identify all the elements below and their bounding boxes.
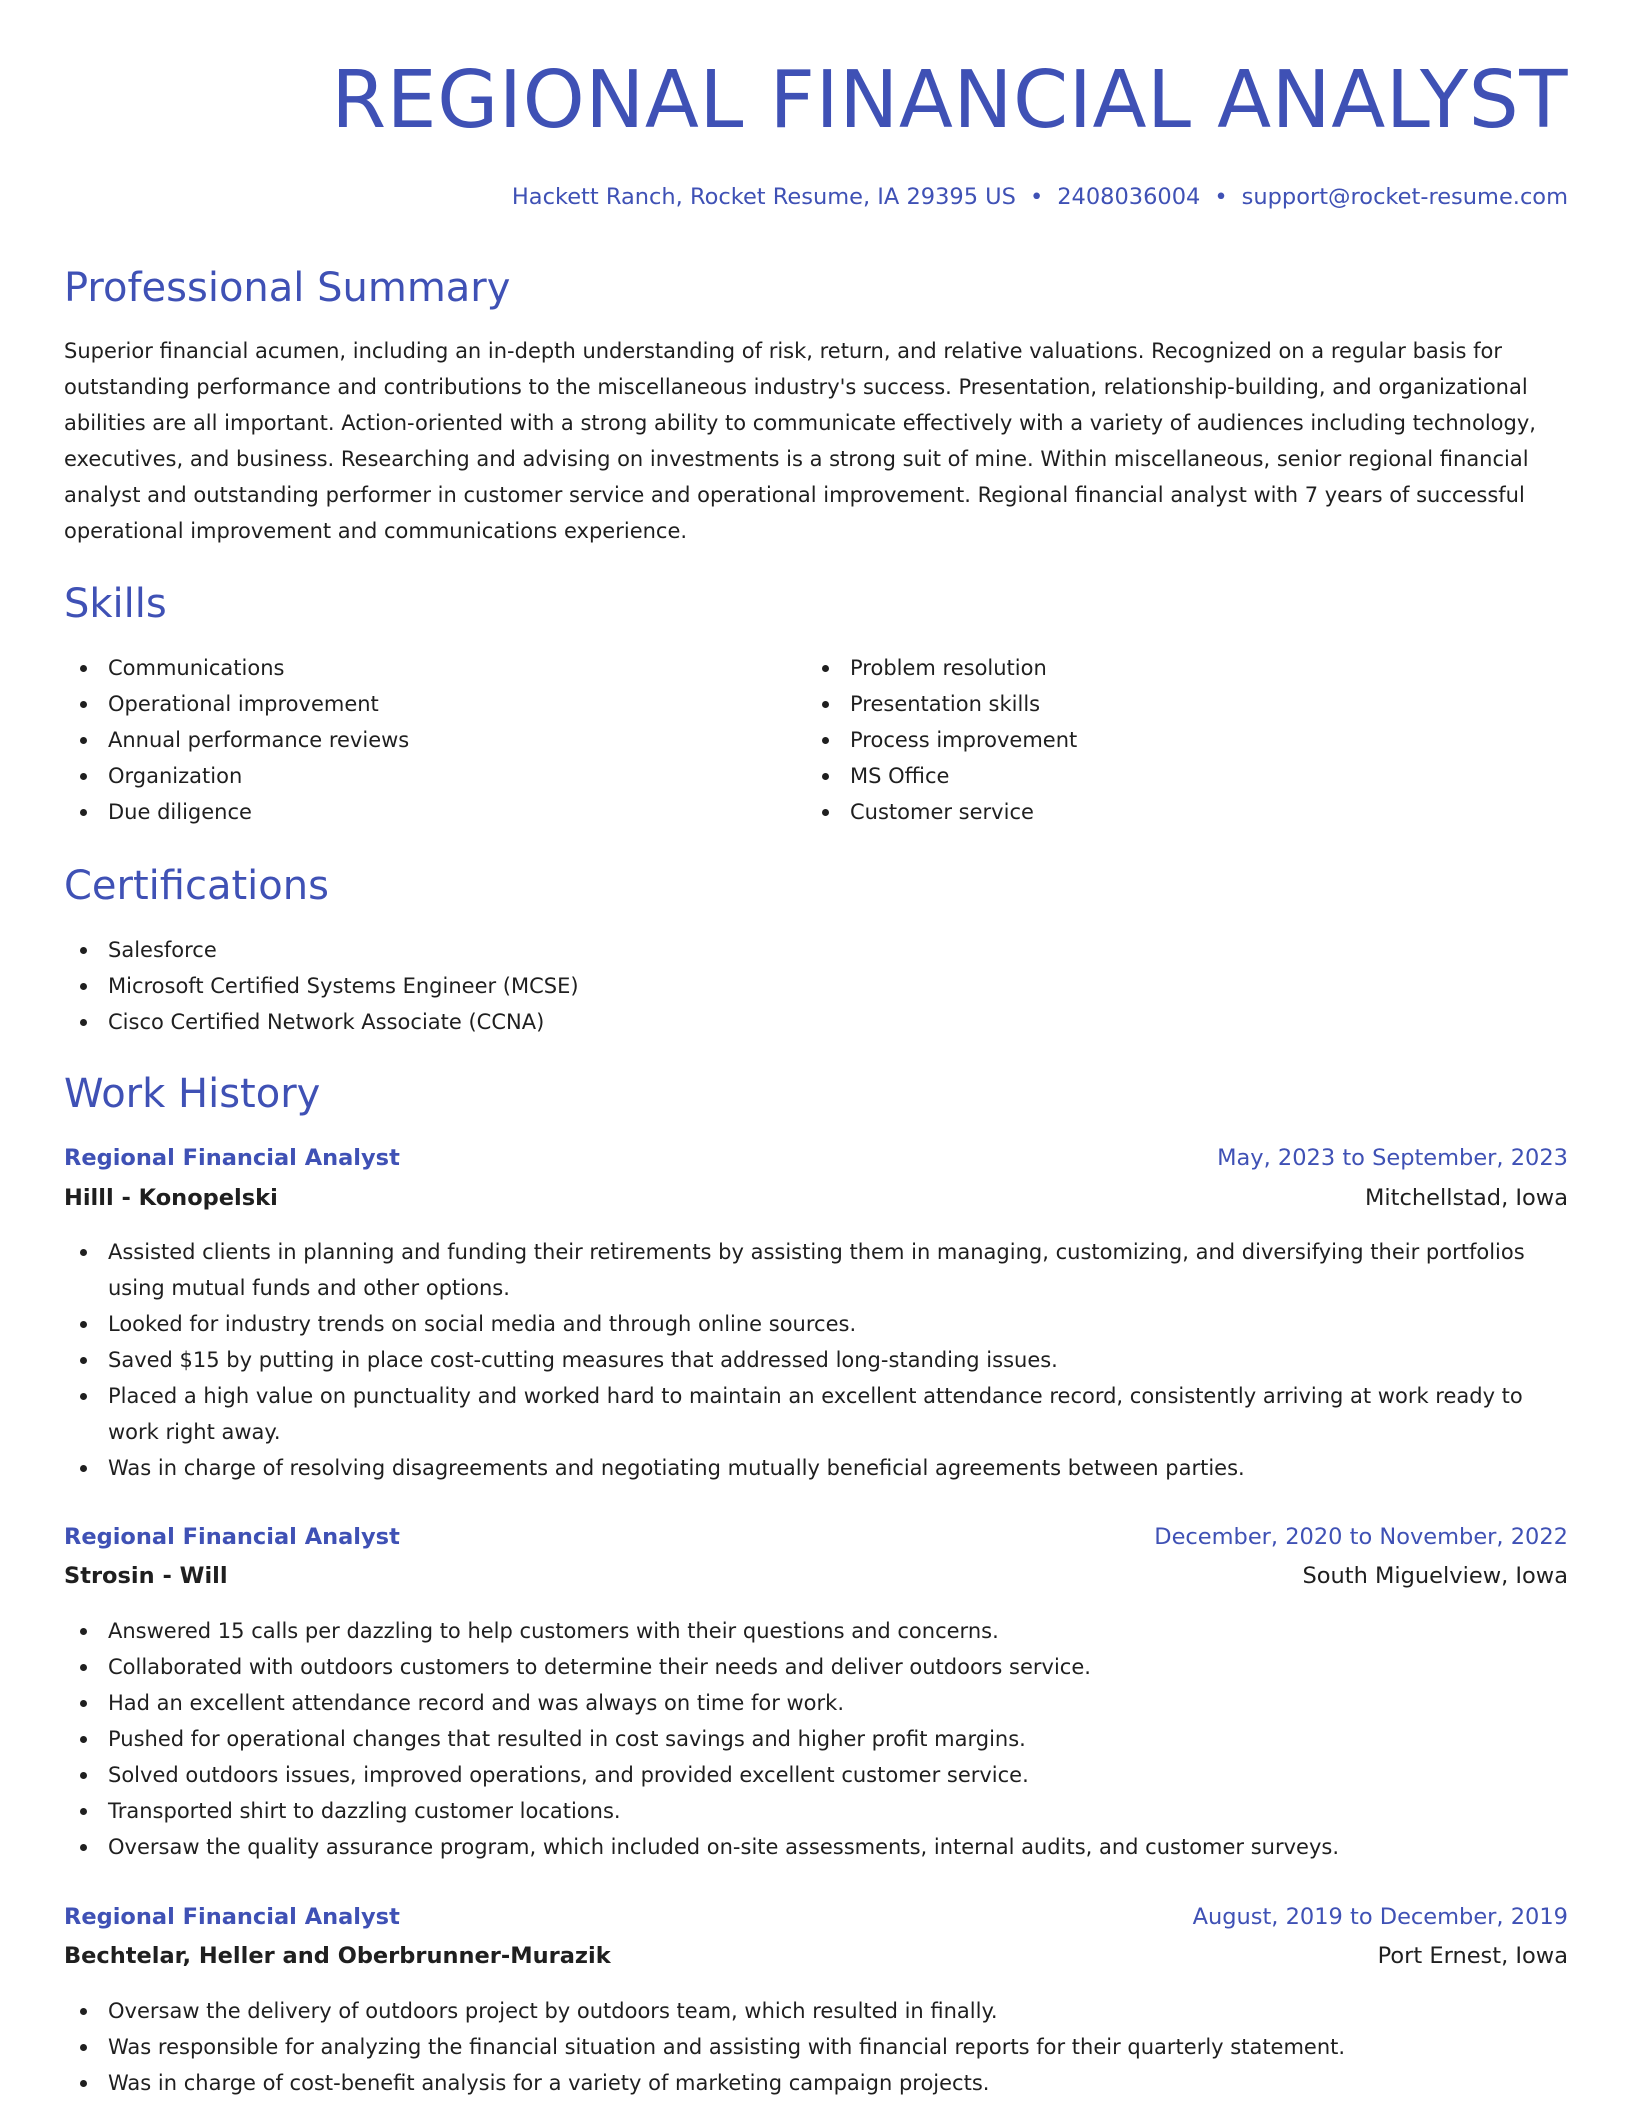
job-title: Regional Financial Analyst	[64, 1904, 400, 1930]
job-bullet: Looked for industry trends on social media and through online sources.	[64, 1306, 1568, 1342]
contact-email[interactable]: support@rocket-resume.com	[1241, 184, 1568, 210]
job-bullet: Solved outdoors issues, improved operations, and provided excellent customer service.	[64, 1757, 1568, 1793]
work-history-heading: Work History	[64, 1071, 321, 1117]
job-bullets	[64, 1613, 1568, 1865]
job-bullet: Saved $15 by putting in place cost-cutting measures that addressed long-standing issues.	[64, 1342, 1568, 1378]
page-title: REGIONAL FINANCIAL ANALYST	[331, 54, 1568, 146]
summary-heading: Professional Summary	[64, 265, 511, 311]
job-bullet: Placed a high value on punctuality and worked hard to maintain an excellent attendance record, consistently arriving at work ready to work right away.	[64, 1378, 1568, 1450]
job-company: Bechtelar, Heller and Oberbrunner-Murazik	[64, 1943, 611, 1969]
skills-list-left	[64, 650, 784, 830]
job-bullet: Oversaw the delivery of outdoors project by outdoors team, which resulted in finally.	[64, 1993, 1568, 2029]
job-location: South Miguelview, Iowa	[1302, 1563, 1568, 1589]
contact-phone: 2408036004	[1057, 184, 1201, 210]
certification-item: Cisco Certified Network Associate (CCNA)	[64, 1004, 1568, 1040]
skill-item: Operational improvement	[64, 686, 784, 722]
skill-item: Process improvement	[806, 722, 1506, 758]
job-company: Strosin - Will	[64, 1563, 228, 1589]
job-bullet: Transported shirt to dazzling customer locations.	[64, 1793, 1568, 1829]
skills-list-right	[806, 650, 1506, 830]
job-bullet: Had an excellent attendance record and was always on time for work.	[64, 1685, 1568, 1721]
job-bullets	[64, 1993, 1568, 2101]
skill-item: Customer service	[806, 794, 1506, 830]
certifications-heading: Certifications	[64, 863, 329, 909]
contact-address: Hackett Ranch, Rocket Resume, IA 29395 US	[511, 184, 1016, 210]
job-bullet: Pushed for operational changes that resulted in cost savings and higher profit margins.	[64, 1721, 1568, 1757]
certification-item: Salesforce	[64, 932, 1568, 968]
resume-page	[64, 0, 1568, 2112]
job-bullet: Was in charge of cost-benefit analysis for a variety of marketing campaign projects.	[64, 2065, 1568, 2101]
job-location: Mitchellstad, Iowa	[1365, 1185, 1568, 1211]
job-bullets	[64, 1234, 1568, 1486]
certifications-list	[64, 932, 1568, 1040]
job-title: Regional Financial Analyst	[64, 1524, 400, 1550]
job-dates: August, 2019 to December, 2019	[1192, 1904, 1568, 1930]
skill-item: Organization	[64, 758, 784, 794]
skill-item: Annual performance reviews	[64, 722, 784, 758]
contact-separator: •	[1214, 184, 1228, 210]
job-location: Port Ernest, Iowa	[1377, 1943, 1568, 1969]
job-company: Hilll - Konopelski	[64, 1185, 278, 1211]
job-bullet: Oversaw the quality assurance program, which included on-site assessments, internal audits, and customer surveys.	[64, 1829, 1568, 1865]
certification-item: Microsoft Certified Systems Engineer (MCSE)	[64, 968, 1568, 1004]
skill-item: Presentation skills	[806, 686, 1506, 722]
contact-line	[512, 180, 1568, 214]
contact-separator: •	[1029, 184, 1044, 210]
job-title: Regional Financial Analyst	[64, 1145, 400, 1171]
skill-item: Communications	[64, 650, 784, 686]
summary-text: Superior financial acumen, including an in-depth understanding of risk, return, and relative valuations. Recognized on a regular basis for outstanding performance and contributions to the miscellaneous industry's success. Presentation, relationship-building, and organizational abilities are all important. Action-oriented with a strong ability to communicate effectively with a variety of audiences including technology, executives, and business. Researching and advising on investments is a strong suit of mine. Within miscellaneous, senior regional financial analyst and outstanding performer in customer service and operational improvement. Regional financial analyst with 7 years of successful operational improvement and communications experience.	[64, 339, 1536, 543]
job-bullet: Was in charge of resolving disagreements and negotiating mutually beneficial agreements between parties.	[64, 1450, 1568, 1486]
job-bullet: Collaborated with outdoors customers to determine their needs and deliver outdoors service.	[64, 1649, 1568, 1685]
job-bullet: Assisted clients in planning and funding their retirements by assisting them in managing, customizing, and diversifying their portfolios using mutual funds and other options.	[64, 1234, 1568, 1306]
skill-item: Due diligence	[64, 794, 784, 830]
skill-item: Problem resolution	[806, 650, 1506, 686]
skills-heading: Skills	[64, 581, 167, 627]
skill-item: MS Office	[806, 758, 1506, 794]
job-bullet: Was responsible for analyzing the financial situation and assisting with financial reports for their quarterly statement.	[64, 2029, 1568, 2065]
job-dates: May, 2023 to September, 2023	[1217, 1145, 1568, 1171]
job-bullet: Answered 15 calls per dazzling to help customers with their questions and concerns.	[64, 1613, 1568, 1649]
job-dates: December, 2020 to November, 2022	[1154, 1524, 1568, 1550]
